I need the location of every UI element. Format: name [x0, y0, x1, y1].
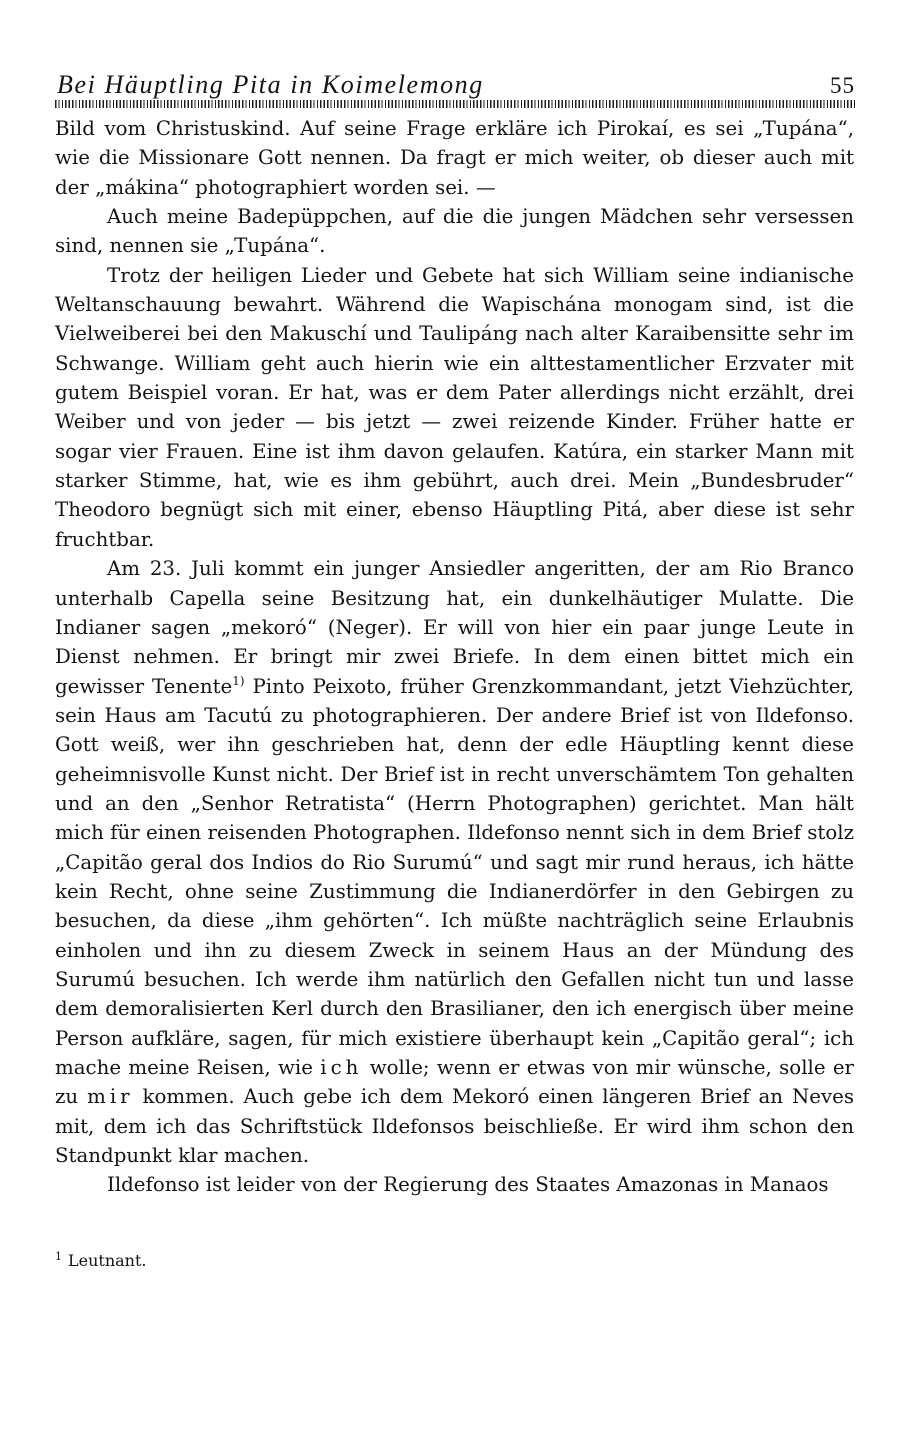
body-text	[55, 114, 854, 1200]
running-head-title: Bei Häuptling Pita in Koimelemong	[57, 70, 484, 99]
footnote-reference: 1)	[232, 673, 245, 688]
footnote-text: Leutnant.	[68, 1251, 147, 1270]
page-number: 55	[830, 73, 855, 98]
emphasis-mir: mir	[87, 1085, 134, 1109]
paragraph-4-part-a: Am 23. Juli kommt ein junger Ansiedler angeritten, der am Rio Branco unterhalb Capella seine Besitzung hat, ein dunkelhäutiger Mulatte. Die Indianer sagen „mekoró“ (Neger). Er will von hier ein paar junge Leute in Dienst nehmen. Er bringt mir zwei Briefe. In dem einen bittet mich ein gewisser Tenente	[55, 557, 854, 698]
footnote	[55, 1249, 147, 1273]
paragraph-4-part-b: Pinto Peixoto, früher Grenzkommandant, jetzt Viehzüchter, sein Haus am Tacutú zu photographieren. Der andere Brief ist von Ildefonso. Gott weiß, wer ihn geschrieben hat, denn der edle Häuptling kennt diese geheimnisvolle Kunst nicht. Der Brief ist in recht unverschämtem Ton gehalten und an den „Senhor Retratista“ (Herrn Photographen) gerichtet. Man hält mich für einen reisenden Photographen. Ildefonso nennt sich in dem Brief stolz „Capitão geral dos Indios do Rio Surumú“ und sagt mir rund heraus, ich hätte kein Recht, ohne seine Zustimmung die Indianerdörfer in den Gebirgen zu besuchen, da diese „ihm gehörten“. Ich müßte nachträglich seine Erlaubnis einholen und ihn zu diesem Zweck in seinem Haus an der Mündung des Surumú besuchen. Ich werde ihm natürlich den Gefallen nicht tun und lasse dem demoralisierten Kerl durch den Brasilianer, den ich energisch über meine Person aufkläre, sagen, für mich existiere überhaupt kein „Capitão geral“; ich mache meine Reisen, wie	[55, 674, 854, 1079]
paragraph-1: Bild vom Christuskind. Auf seine Frage erkläre ich Pirokaí, es sei „Tupána“, wie die Missionare Gott nennen. Da fragt er mich weiter, ob dieser auch mit der „mákina“ photographiert worden sei. —	[55, 117, 854, 199]
paragraph-4-part-d: kommen. Auch gebe ich dem Mekoró einen längeren Brief an Neves mit, dem ich das Schriftstück Ildefonsos beischließe. Er wird ihm schon den Standpunkt klar machen.	[55, 1085, 854, 1168]
running-head	[55, 70, 855, 100]
emphasis-ich: ich	[320, 1056, 363, 1079]
paragraph-2: Auch meine Badepüppchen, auf die die jungen Mädchen sehr versessen sind, nennen sie „Tupána“.	[55, 205, 854, 258]
paragraph-4	[55, 554, 854, 1170]
paragraph-4-part-c: wolle; wenn er etwas von mir wünsche, solle er zu	[55, 1056, 854, 1109]
paragraph-3: Trotz der heiligen Lieder und Gebete hat sich William seine indianische Weltanschauung bewahrt. Während die Wapischána monogam sind, ist die Vielweiberei bei den Makuschí und Taulipáng nach alter Karaibensitte sehr im Schwange. William geht auch hierin wie ein alttestamentlicher Erzvater mit gutem Beispiel voran. Er hat, was er dem Pater allerdings nicht erzählt, drei Weiber und von jeder — bis jetzt — zwei reizende Kinder. Früher hatte er sogar vier Frauen. Eine ist ihm davon gelaufen. Katúra, ein starker Mann mit starker Stimme, hat, wie es ihm gebührt, auch drei. Mein „Bundesbruder“ Theodoro begnügt sich mit einer, ebenso Häuptling Pitá, aber diese ist sehr fruchtbar.	[55, 263, 854, 551]
footnote-mark: 1	[55, 1250, 62, 1263]
header-rule	[55, 100, 855, 108]
paragraph-5: Ildefonso ist leider von der Regierung des Staates Amazonas in Manaos	[107, 1173, 829, 1197]
